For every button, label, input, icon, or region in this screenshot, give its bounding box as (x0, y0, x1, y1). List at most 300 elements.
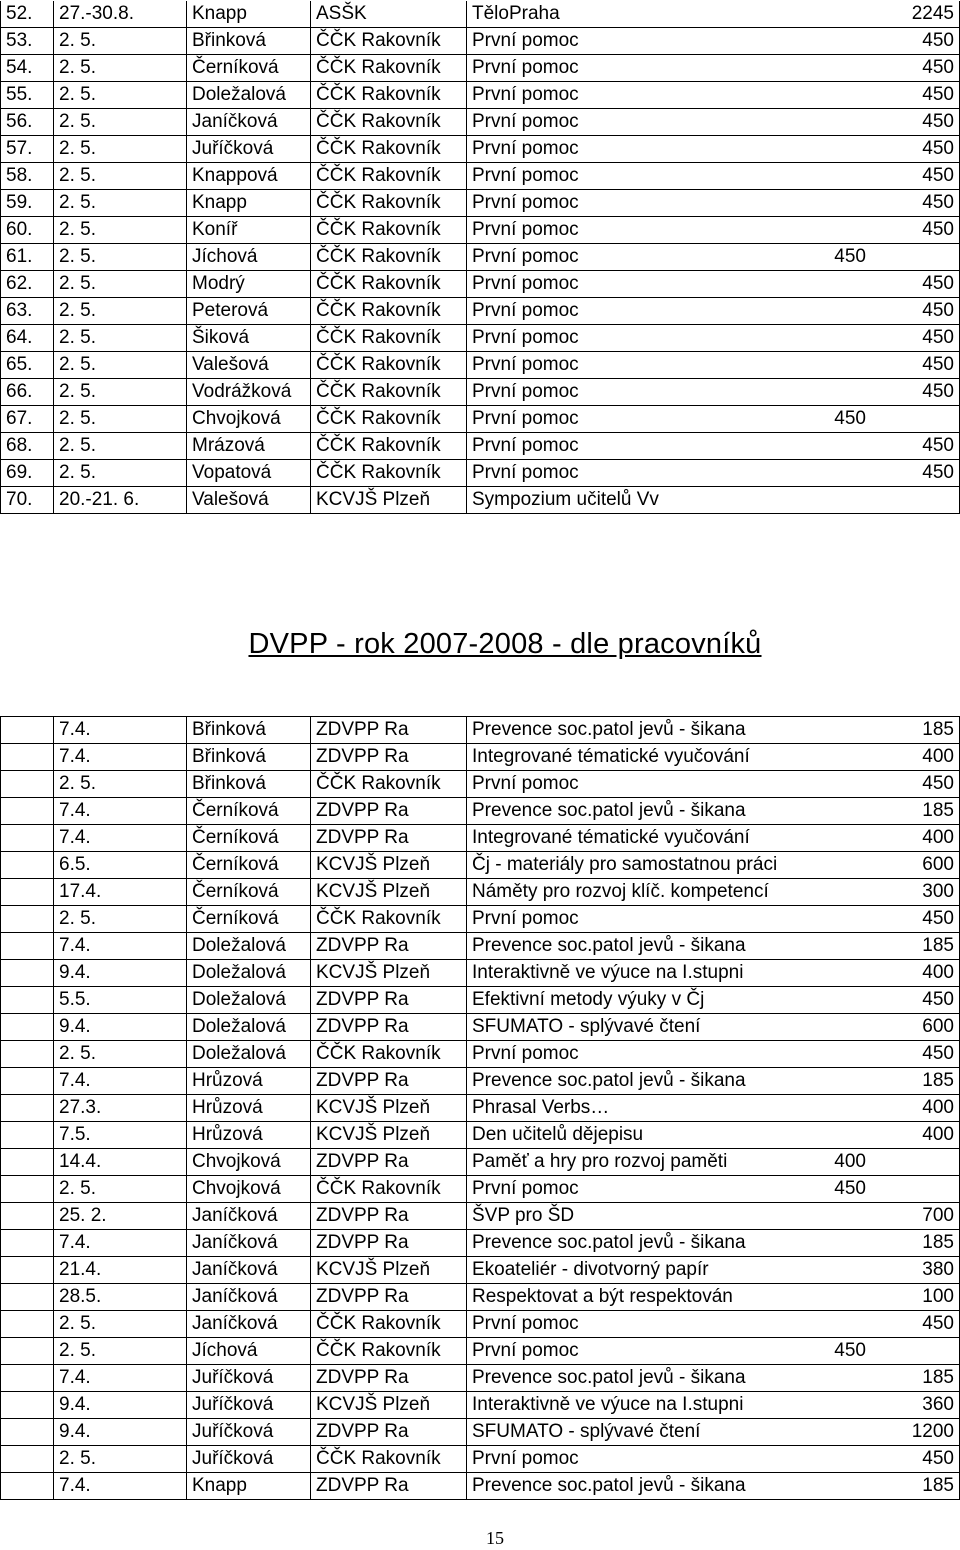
name-cell: Vodrážková (187, 379, 311, 406)
course-cell (467, 55, 960, 82)
table-row (1, 1392, 960, 1419)
date-cell: 7.4. (54, 1473, 187, 1500)
course-label: První pomoc (472, 908, 579, 929)
row-number-cell: 62. (1, 271, 54, 298)
name-cell: Chvojková (187, 406, 311, 433)
course-label: SFUMATO - splývavé čtení (472, 1421, 701, 1442)
name-cell: Hrůzová (187, 1095, 311, 1122)
course-label: Prevence soc.patol jevů - šikana (472, 800, 746, 821)
name-cell: Šiková (187, 325, 311, 352)
course-label: Paměť a hry pro rozvoj paměti (472, 1151, 728, 1172)
name-cell: Modrý (187, 271, 311, 298)
amount-value: 185 (922, 800, 954, 821)
course-label: První pomoc (472, 138, 579, 159)
table-row (1, 271, 960, 298)
table-row (1, 109, 960, 136)
table-row (1, 1014, 960, 1041)
amount-value: 600 (922, 854, 954, 875)
organization-cell: KCVJŠ Plzeň (311, 852, 467, 879)
course-cell (467, 1419, 960, 1446)
amount-value: 450 (922, 30, 954, 51)
course-label: První pomoc (472, 435, 579, 456)
table-row (1, 190, 960, 217)
name-cell: Valešová (187, 352, 311, 379)
name-cell: Janíčková (187, 1311, 311, 1338)
date-cell: 2. 5. (54, 136, 187, 163)
name-cell: Černíková (187, 55, 311, 82)
empty-cell (1, 1149, 54, 1176)
course-cell (467, 1176, 960, 1203)
course-cell (467, 1095, 960, 1122)
name-cell: Knapp (187, 190, 311, 217)
row-number-cell: 68. (1, 433, 54, 460)
row-number-cell: 60. (1, 217, 54, 244)
organization-cell: KCVJŠ Plzeň (311, 960, 467, 987)
course-label: Integrované tématické vyučování (472, 746, 750, 767)
amount-value: 450 (922, 165, 954, 186)
amount-value: 450 (922, 1313, 954, 1334)
organization-cell: ZDVPP Ra (311, 717, 467, 744)
date-cell: 2. 5. (54, 163, 187, 190)
course-label: První pomoc (472, 273, 579, 294)
table-row (1, 1122, 960, 1149)
course-label: Respektovat a být respektován (472, 1286, 733, 1307)
date-cell: 7.5. (54, 1122, 187, 1149)
table-row (1, 28, 960, 55)
course-label: První pomoc (472, 219, 579, 240)
table-row (1, 460, 960, 487)
name-cell: Janíčková (187, 1284, 311, 1311)
table-row (1, 960, 960, 987)
name-cell: Janíčková (187, 1230, 311, 1257)
organization-cell: ČČK Rakovník (311, 82, 467, 109)
amount-value: 400 (922, 1124, 954, 1145)
date-cell: 2. 5. (54, 406, 187, 433)
amount-value: 450 (922, 219, 954, 240)
empty-cell (1, 1068, 54, 1095)
date-cell: 2. 5. (54, 28, 187, 55)
table-row (1, 879, 960, 906)
name-cell: Doležalová (187, 933, 311, 960)
name-cell: Doležalová (187, 987, 311, 1014)
course-cell (467, 1392, 960, 1419)
date-cell: 7.4. (54, 717, 187, 744)
course-cell (467, 1473, 960, 1500)
organization-cell: ASŠK (311, 1, 467, 28)
date-cell: 2. 5. (54, 771, 187, 798)
empty-cell (1, 1284, 54, 1311)
row-number-cell: 61. (1, 244, 54, 271)
organization-cell: KCVJŠ Plzeň (311, 1257, 467, 1284)
course-label: První pomoc (472, 327, 579, 348)
table-row (1, 987, 960, 1014)
organization-cell: ČČK Rakovník (311, 55, 467, 82)
organization-cell: ZDVPP Ra (311, 1068, 467, 1095)
table-row (1, 163, 960, 190)
name-cell: Břinková (187, 717, 311, 744)
table-row (1, 1230, 960, 1257)
course-cell (467, 82, 960, 109)
course-cell (467, 744, 960, 771)
organization-cell: ČČK Rakovník (311, 433, 467, 460)
organization-cell: ZDVPP Ra (311, 1203, 467, 1230)
name-cell: Hrůzová (187, 1122, 311, 1149)
name-cell: Jíchová (187, 1338, 311, 1365)
empty-cell (1, 1041, 54, 1068)
name-cell: Doležalová (187, 1041, 311, 1068)
course-label: Náměty pro rozvoj klíč. kompetencí (472, 881, 769, 902)
empty-cell (1, 825, 54, 852)
organization-cell: ČČK Rakovník (311, 1446, 467, 1473)
date-cell: 2. 5. (54, 433, 187, 460)
row-number-cell: 70. (1, 487, 54, 514)
empty-cell (1, 1338, 54, 1365)
course-cell (467, 825, 960, 852)
name-cell: Černíková (187, 825, 311, 852)
course-label: První pomoc (472, 57, 579, 78)
organization-cell: ČČK Rakovník (311, 1311, 467, 1338)
organization-cell: ČČK Rakovník (311, 190, 467, 217)
empty-cell (1, 1419, 54, 1446)
table-row (1, 136, 960, 163)
amount-value: 1200 (911, 1421, 954, 1442)
empty-cell (1, 1122, 54, 1149)
row-number-cell: 53. (1, 28, 54, 55)
date-cell: 7.4. (54, 1068, 187, 1095)
amount-value: 700 (922, 1205, 954, 1226)
organization-cell: ČČK Rakovník (311, 217, 467, 244)
course-label: Prevence soc.patol jevů - šikana (472, 1070, 746, 1091)
amount-value: 185 (922, 935, 954, 956)
table-row (1, 1338, 960, 1365)
name-cell: Vopatová (187, 460, 311, 487)
table-row (1, 1095, 960, 1122)
date-cell: 2. 5. (54, 352, 187, 379)
course-label: Ekoateliér - divotvorný papír (472, 1259, 709, 1280)
organization-cell: ČČK Rakovník (311, 1176, 467, 1203)
organization-cell: KCVJŠ Plzeň (311, 879, 467, 906)
amount-value: 450 (922, 435, 954, 456)
course-label: První pomoc (472, 773, 579, 794)
course-label: První pomoc (472, 300, 579, 321)
course-label: První pomoc (472, 1340, 579, 1361)
course-cell (467, 1149, 960, 1176)
table-row (1, 1, 960, 28)
date-cell: 25. 2. (54, 1203, 187, 1230)
table-row (1, 1203, 960, 1230)
date-cell: 2. 5. (54, 325, 187, 352)
table-row (1, 325, 960, 352)
table-row (1, 1311, 960, 1338)
table-row (1, 1284, 960, 1311)
amount-value: 400 (922, 962, 954, 983)
empty-cell (1, 906, 54, 933)
table-row (1, 1149, 960, 1176)
course-label: Čj - materiály pro samostatnou práci (472, 854, 778, 875)
date-cell: 5.5. (54, 987, 187, 1014)
table-row (1, 82, 960, 109)
row-number-cell: 54. (1, 55, 54, 82)
course-label: Interaktivně ve výuce na I.stupni (472, 1394, 744, 1415)
name-cell: Juříčková (187, 1419, 311, 1446)
course-cell (467, 906, 960, 933)
organization-cell: ČČK Rakovník (311, 352, 467, 379)
amount-value: 450 (922, 381, 954, 402)
course-label: První pomoc (472, 246, 579, 267)
table-row (1, 406, 960, 433)
course-label: Prevence soc.patol jevů - šikana (472, 719, 746, 740)
organization-cell: ČČK Rakovník (311, 325, 467, 352)
course-label: Phrasal Verbs… (472, 1097, 610, 1118)
date-cell: 7.4. (54, 1230, 187, 1257)
name-cell: Břinková (187, 744, 311, 771)
amount-value: 450 (922, 138, 954, 159)
course-cell (467, 406, 960, 433)
organization-cell: ČČK Rakovník (311, 1041, 467, 1068)
organization-cell: ZDVPP Ra (311, 1419, 467, 1446)
table-row (1, 717, 960, 744)
date-cell: 2. 5. (54, 906, 187, 933)
amount-value: 450 (834, 246, 866, 267)
organization-cell: ZDVPP Ra (311, 744, 467, 771)
name-cell: Černíková (187, 852, 311, 879)
organization-cell: ZDVPP Ra (311, 1149, 467, 1176)
table-row (1, 906, 960, 933)
row-number-cell: 65. (1, 352, 54, 379)
course-cell (467, 1365, 960, 1392)
amount-value: 450 (922, 327, 954, 348)
organization-cell: KCVJŠ Plzeň (311, 1122, 467, 1149)
page-number: 15 (486, 1528, 504, 1548)
date-cell: 2. 5. (54, 109, 187, 136)
organization-cell: ZDVPP Ra (311, 1284, 467, 1311)
amount-value: 185 (922, 719, 954, 740)
amount-value: 450 (834, 1340, 866, 1361)
amount-value: 450 (922, 773, 954, 794)
amount-value: 185 (922, 1232, 954, 1253)
name-cell: Koníř (187, 217, 311, 244)
course-cell (467, 1, 960, 28)
empty-cell (1, 717, 54, 744)
amount-value: 450 (922, 273, 954, 294)
organization-cell: ZDVPP Ra (311, 1230, 467, 1257)
empty-cell (1, 1473, 54, 1500)
course-label: První pomoc (472, 192, 579, 213)
amount-value: 450 (922, 989, 954, 1010)
course-cell (467, 379, 960, 406)
course-label: Sympozium učitelů Vv (472, 489, 659, 510)
organization-cell: ČČK Rakovník (311, 244, 467, 271)
course-cell (467, 1014, 960, 1041)
course-label: První pomoc (472, 1178, 579, 1199)
organization-cell: ČČK Rakovník (311, 1338, 467, 1365)
row-number-cell: 69. (1, 460, 54, 487)
course-cell (467, 1041, 960, 1068)
table-row (1, 771, 960, 798)
course-label: První pomoc (472, 462, 579, 483)
course-cell (467, 1338, 960, 1365)
name-cell: Valešová (187, 487, 311, 514)
empty-cell (1, 1095, 54, 1122)
amount-value: 380 (922, 1259, 954, 1280)
table-row (1, 244, 960, 271)
row-number-cell: 58. (1, 163, 54, 190)
date-cell: 2. 5. (54, 190, 187, 217)
organization-cell: ČČK Rakovník (311, 109, 467, 136)
name-cell: Juříčková (187, 1446, 311, 1473)
organization-cell: KCVJŠ Plzeň (311, 487, 467, 514)
organization-cell: ZDVPP Ra (311, 1365, 467, 1392)
name-cell: Černíková (187, 798, 311, 825)
date-cell: 20.-21. 6. (54, 487, 187, 514)
course-cell (467, 987, 960, 1014)
amount-value: 450 (922, 462, 954, 483)
date-cell: 9.4. (54, 1392, 187, 1419)
date-cell: 7.4. (54, 744, 187, 771)
name-cell: Juříčková (187, 1365, 311, 1392)
amount-value: 450 (922, 300, 954, 321)
name-cell: Břinková (187, 771, 311, 798)
table-row (1, 852, 960, 879)
row-number-cell: 57. (1, 136, 54, 163)
empty-cell (1, 1311, 54, 1338)
course-cell (467, 771, 960, 798)
table-row (1, 298, 960, 325)
name-cell: Chvojková (187, 1176, 311, 1203)
date-cell: 21.4. (54, 1257, 187, 1284)
empty-cell (1, 1014, 54, 1041)
date-cell: 2. 5. (54, 379, 187, 406)
organization-cell: ČČK Rakovník (311, 136, 467, 163)
course-label: Integrované tématické vyučování (472, 827, 750, 848)
name-cell: Doležalová (187, 1014, 311, 1041)
row-number-cell: 64. (1, 325, 54, 352)
amount-value: 400 (922, 746, 954, 767)
course-cell (467, 136, 960, 163)
amount-value: 600 (922, 1016, 954, 1037)
name-cell: Knappová (187, 163, 311, 190)
date-cell: 7.4. (54, 798, 187, 825)
course-cell (467, 1284, 960, 1311)
date-cell: 2. 5. (54, 1041, 187, 1068)
date-cell: 27.3. (54, 1095, 187, 1122)
course-label: Interaktivně ve výuce na I.stupni (472, 962, 744, 983)
table-row (1, 1176, 960, 1203)
name-cell: Doležalová (187, 960, 311, 987)
empty-cell (1, 1203, 54, 1230)
course-label: Den učitelů dějepisu (472, 1124, 644, 1145)
amount-value: 2245 (911, 3, 954, 24)
empty-cell (1, 960, 54, 987)
date-cell: 6.5. (54, 852, 187, 879)
organization-cell: ZDVPP Ra (311, 798, 467, 825)
table-row (1, 379, 960, 406)
date-cell: 27.-30.8. (54, 1, 187, 28)
date-cell: 2. 5. (54, 460, 187, 487)
organization-cell: ČČK Rakovník (311, 298, 467, 325)
course-label: První pomoc (472, 354, 579, 375)
row-number-cell: 52. (1, 1, 54, 28)
row-number-cell: 55. (1, 82, 54, 109)
empty-cell (1, 1365, 54, 1392)
name-cell: Janíčková (187, 1257, 311, 1284)
course-label: Efektivní metody výuky v Čj (472, 989, 705, 1010)
amount-value: 400 (834, 1151, 866, 1172)
table-row (1, 217, 960, 244)
name-cell: Jíchová (187, 244, 311, 271)
course-cell (467, 1230, 960, 1257)
empty-cell (1, 879, 54, 906)
name-cell: Černíková (187, 879, 311, 906)
organization-cell: KCVJŠ Plzeň (311, 1392, 467, 1419)
organization-cell: KCVJŠ Plzeň (311, 1095, 467, 1122)
organization-cell: ČČK Rakovník (311, 163, 467, 190)
date-cell: 2. 5. (54, 1311, 187, 1338)
table-row (1, 1041, 960, 1068)
name-cell: Janíčková (187, 1203, 311, 1230)
amount-value: 450 (922, 84, 954, 105)
organization-cell: ČČK Rakovník (311, 460, 467, 487)
amount-value: 300 (922, 881, 954, 902)
courses-table-by-staff (0, 716, 960, 1500)
date-cell: 9.4. (54, 1419, 187, 1446)
date-cell: 2. 5. (54, 298, 187, 325)
table-row (1, 1419, 960, 1446)
date-cell: 9.4. (54, 960, 187, 987)
organization-cell: ZDVPP Ra (311, 987, 467, 1014)
organization-cell: ČČK Rakovník (311, 906, 467, 933)
date-cell: 2. 5. (54, 217, 187, 244)
course-label: První pomoc (472, 30, 579, 51)
name-cell: Mrázová (187, 433, 311, 460)
course-label: Prevence soc.patol jevů - šikana (472, 1232, 746, 1253)
row-number-cell: 63. (1, 298, 54, 325)
empty-cell (1, 852, 54, 879)
name-cell: Břinková (187, 28, 311, 55)
amount-value: 450 (834, 1178, 866, 1199)
amount-value: 100 (922, 1286, 954, 1307)
table-row (1, 1473, 960, 1500)
amount-value: 450 (922, 111, 954, 132)
name-cell: Janíčková (187, 109, 311, 136)
date-cell: 9.4. (54, 1014, 187, 1041)
course-label: První pomoc (472, 165, 579, 186)
organization-cell: ZDVPP Ra (311, 825, 467, 852)
row-number-cell: 56. (1, 109, 54, 136)
organization-cell: ČČK Rakovník (311, 406, 467, 433)
table-row (1, 798, 960, 825)
course-label: TěloPraha (472, 3, 560, 24)
amount-value: 450 (922, 192, 954, 213)
course-cell (467, 109, 960, 136)
course-label: První pomoc (472, 84, 579, 105)
course-cell (467, 879, 960, 906)
table-row (1, 1365, 960, 1392)
table-row (1, 433, 960, 460)
organization-cell: ZDVPP Ra (311, 933, 467, 960)
date-cell: 2. 5. (54, 55, 187, 82)
date-cell: 2. 5. (54, 271, 187, 298)
empty-cell (1, 798, 54, 825)
name-cell: Knapp (187, 1, 311, 28)
course-cell (467, 244, 960, 271)
date-cell: 2. 5. (54, 82, 187, 109)
amount-value: 450 (922, 57, 954, 78)
course-cell (467, 1122, 960, 1149)
organization-cell: ČČK Rakovník (311, 28, 467, 55)
course-cell (467, 1203, 960, 1230)
row-number-cell: 66. (1, 379, 54, 406)
